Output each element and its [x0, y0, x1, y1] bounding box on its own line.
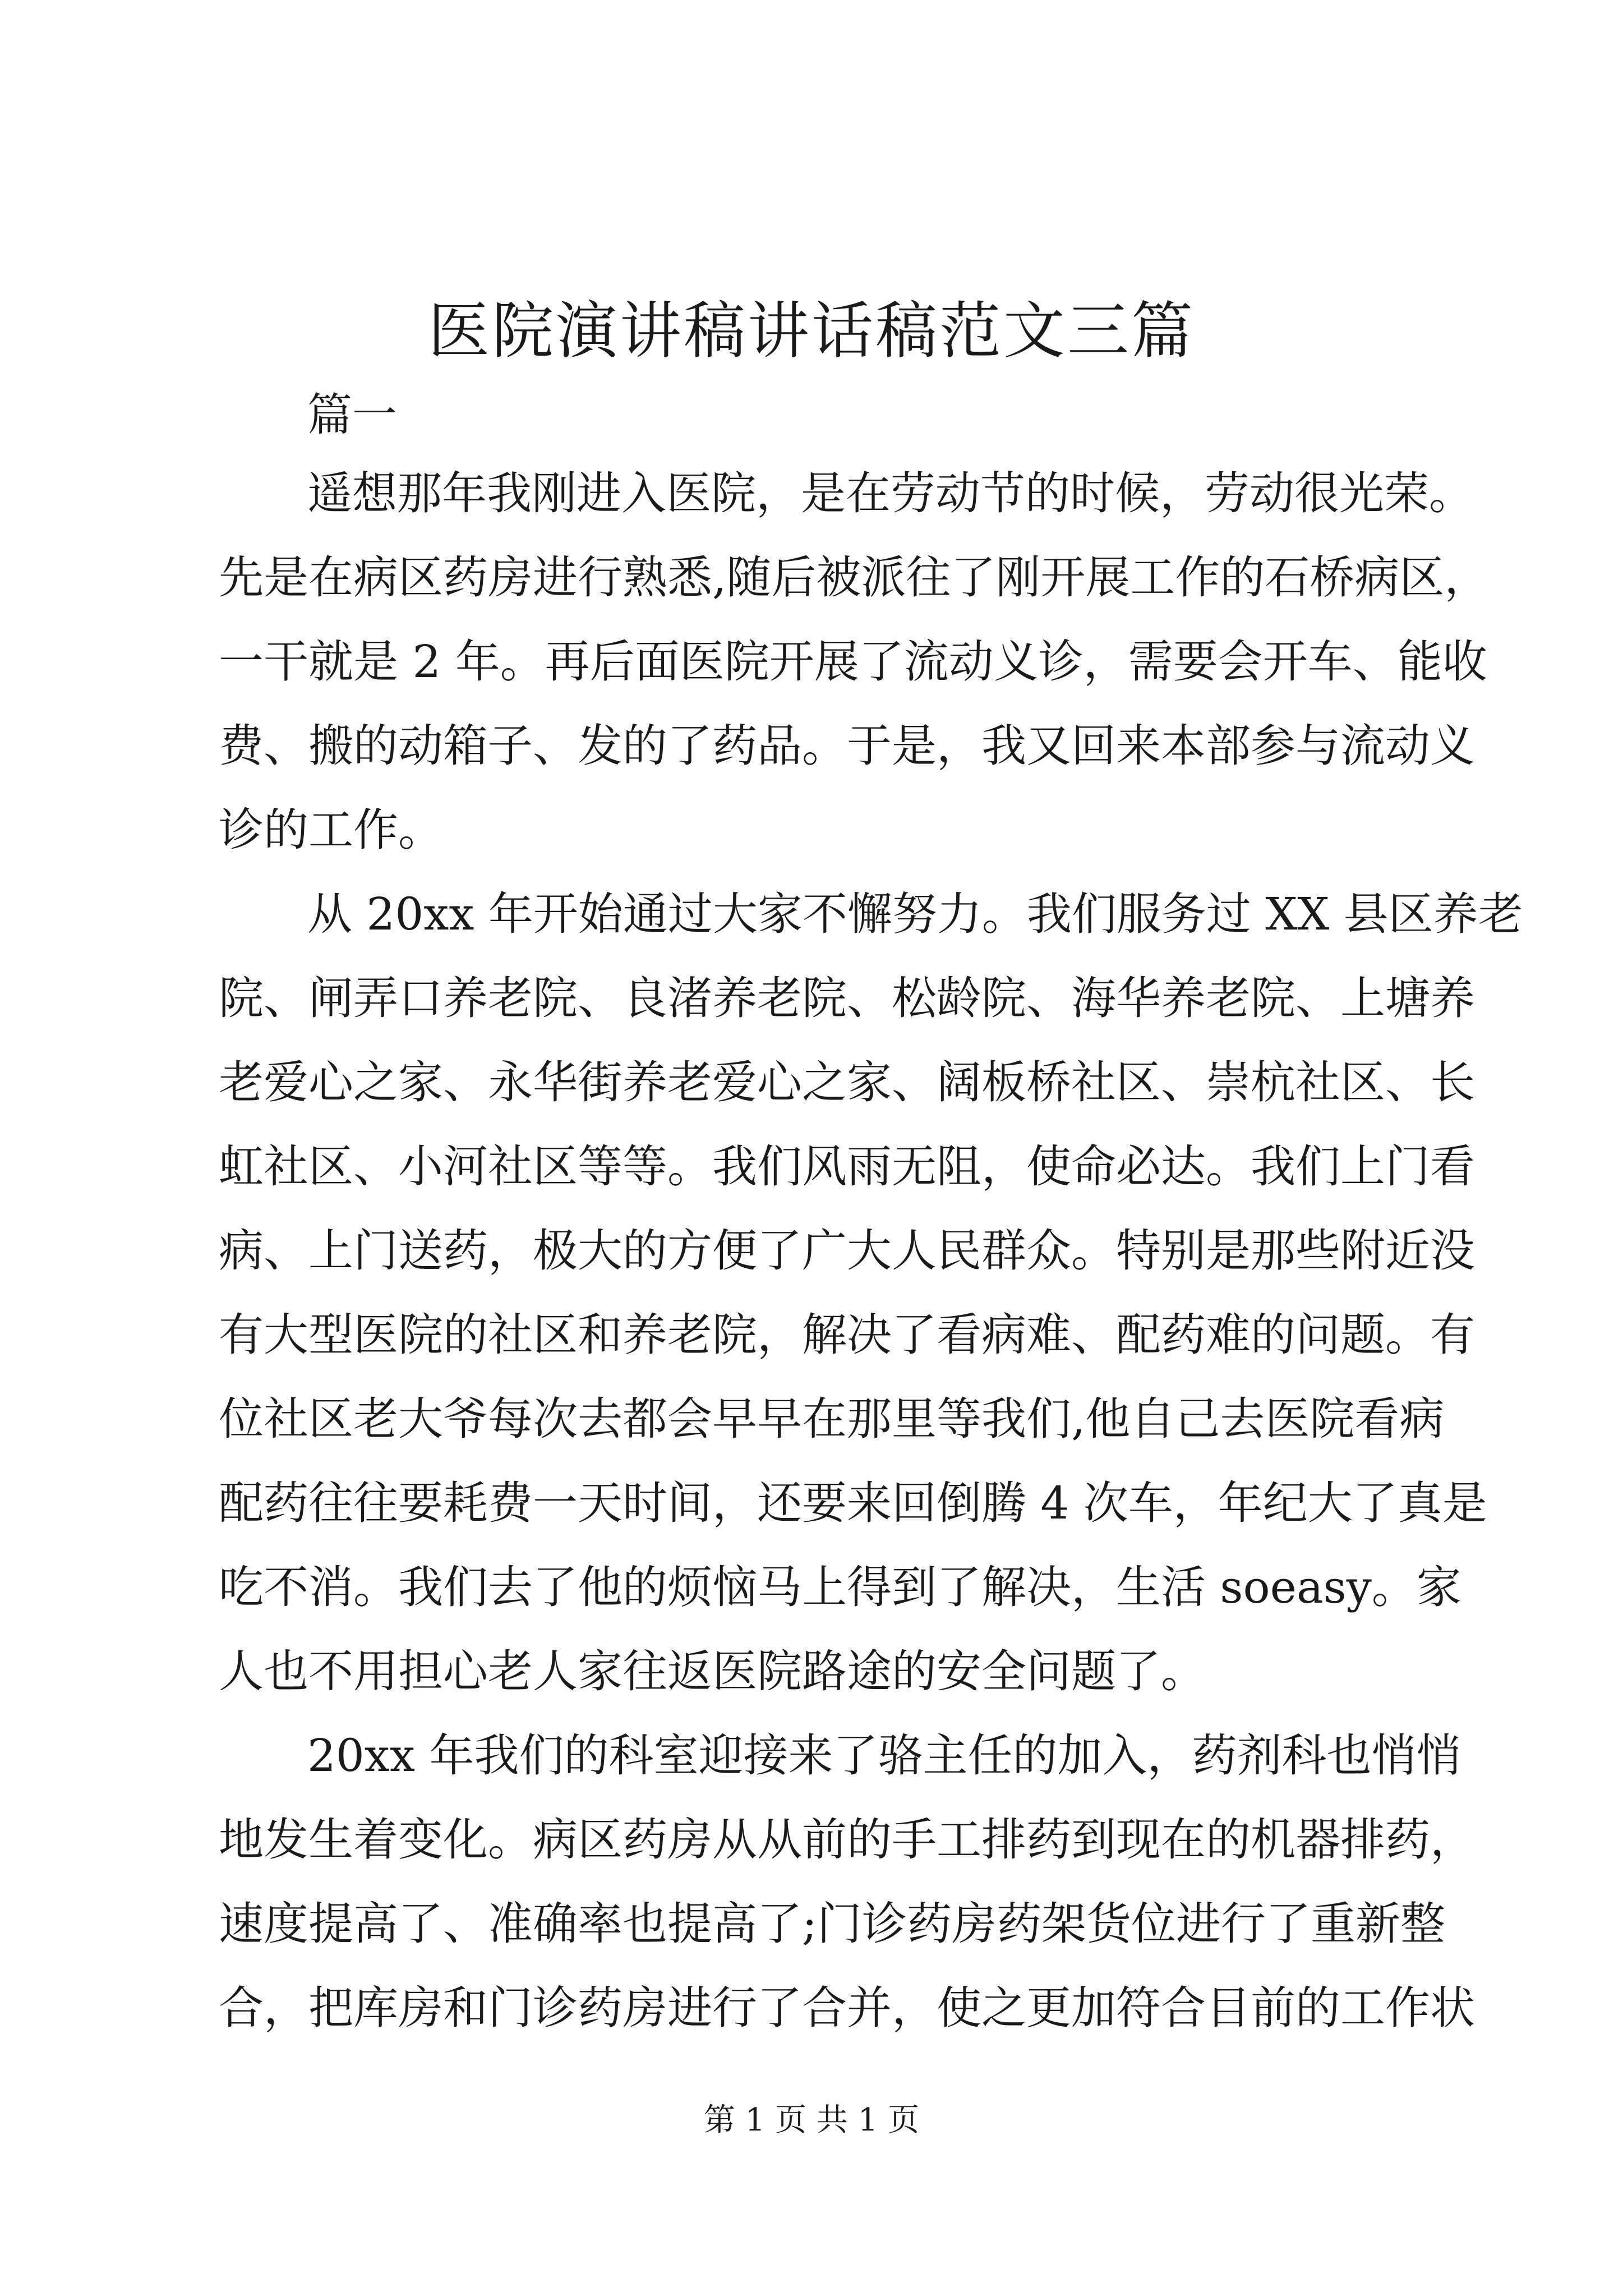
body-line: 先是在病区药房进行熟悉,随后被派往了刚开展工作的石桥病区， — [219, 551, 1490, 604]
body-line: 病、上门送药，极大的方便了广大人民群众。特别是那些附近没 — [219, 1225, 1475, 1277]
body-line: 位社区老大爷每次去都会早早在那里等我们,他自己去医院看病 — [219, 1393, 1445, 1445]
body-line: 费、搬的动箱子、发的了药品。于是，我又回来本部参与流动义 — [219, 720, 1475, 772]
body-line: 合，把库房和门诊药房进行了合并，使之更加符合目前的工作状 — [219, 1982, 1475, 2034]
page-footer: 第 1 页 共 1 页 — [703, 2102, 920, 2138]
body-line: 配药往往要耗费一天时间，还要来回倒腾 4 次车，年纪大了真是 — [219, 1477, 1487, 1529]
body-line: 诊的工作。 — [219, 804, 443, 856]
body-line: 老爱心之家、永华街养老爱心之家、阔板桥社区、崇杭社区、长 — [219, 1056, 1475, 1108]
document-title: 医院演讲稿讲话稿范文三篇 — [428, 295, 1195, 367]
body-line: 虹社区、小河社区等等。我们风雨无阻，使命必达。我们上门看 — [219, 1140, 1475, 1193]
body-line: 院、闸弄口养老院、良渚养老院、松龄院、海华养老院、上塘养 — [219, 972, 1475, 1024]
body-line: 20xx 年我们的科室迎接来了骆主任的加入，药剂科也悄悄 — [307, 1729, 1461, 1782]
body-line: 地发生着变化。病区药房从从前的手工排药到现在的机器排药， — [219, 1814, 1475, 1866]
body-line: 速度提高了、准确率也提高了;门诊药房药架货位进行了重新整 — [219, 1898, 1445, 1950]
body-line: 人也不用担心老人家往返医院路途的安全问题了。 — [219, 1645, 1206, 1697]
body-line: 遥想那年我刚进入医院，是在劳动节的时候，劳动很光荣。 — [307, 467, 1474, 519]
body-line: 一干就是 2 年。再后面医院开展了流动义诊，需要会开车、能收 — [219, 636, 1487, 688]
body-line: 从 20xx 年开始通过大家不懈努力。我们服务过 XX 县区养老 — [307, 888, 1523, 940]
section-label: 篇一 — [307, 389, 397, 441]
body-line: 有大型医院的社区和养老院，解决了看病难、配药难的问题。有 — [219, 1309, 1475, 1361]
body-line: 吃不消。我们去了他的烦恼马上得到了解决，生活 soeasy。家 — [219, 1561, 1461, 1613]
